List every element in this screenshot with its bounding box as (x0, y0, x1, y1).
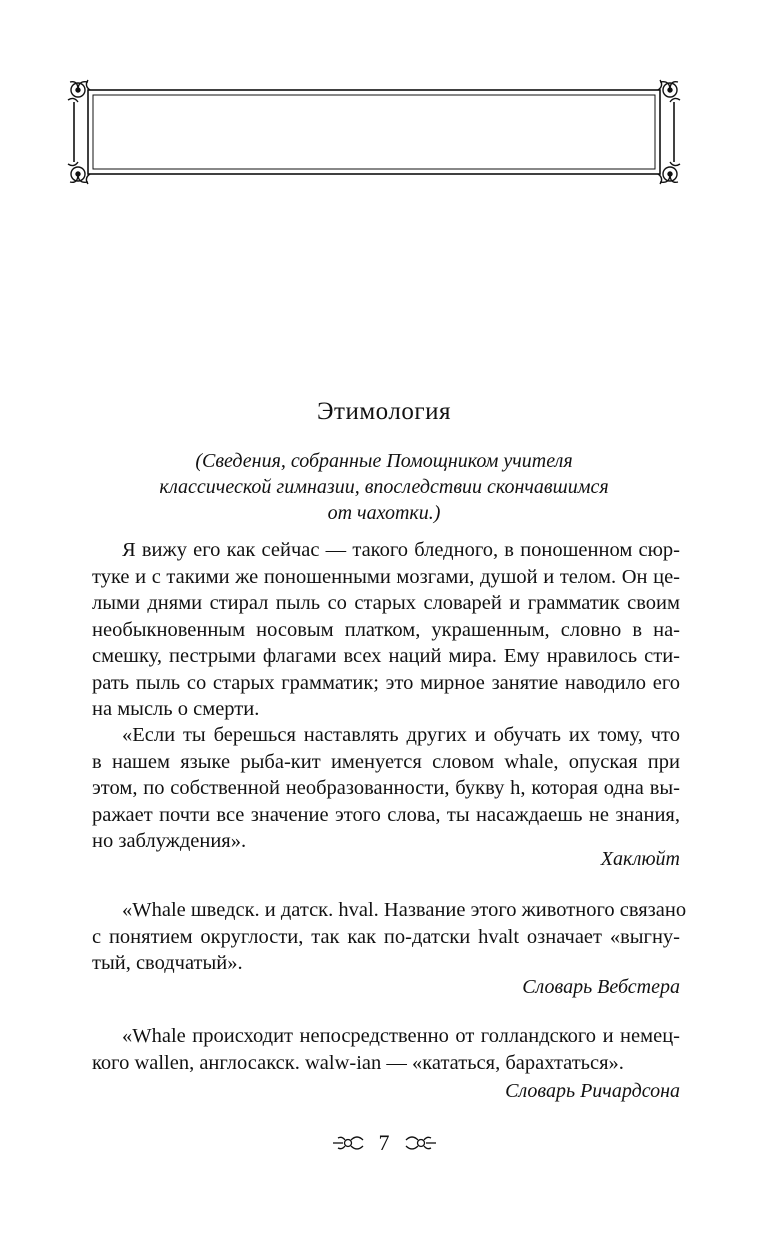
corner-ornament-bottom-left (68, 162, 90, 184)
text-line: ражает почти все значение этого слова, ты насаждаешь не знания, (92, 803, 680, 826)
text-line: «Если ты берешься наставлять других и обучать их тому, что (122, 724, 680, 746)
page-number: 7 (378, 1130, 390, 1155)
text-line: необыкновенным носовым платком, украшенным, словно в на- (92, 618, 680, 641)
decorative-header-frame (66, 78, 682, 186)
chapter-subtitle (110, 448, 658, 526)
quote-richardson (92, 1023, 680, 1076)
right-flourish-icon (404, 1134, 438, 1152)
subtitle-line: от чахотки.) (327, 502, 441, 524)
text-line: но заблуждения». (92, 830, 247, 852)
quote-source-richardson: Словарь Ричардсона (505, 1080, 680, 1102)
corner-ornament-bottom-right (658, 162, 680, 184)
chapter-title: Этимология (317, 398, 451, 425)
left-flourish-icon (331, 1134, 365, 1152)
quote-hakluyt (92, 722, 680, 855)
subtitle-line: (Сведения, собранные Помощником учителя (195, 450, 573, 472)
corner-ornament-top-right (658, 80, 680, 102)
text-line: смешку, пестрыми флагами всех наций мира. Ему нравилось сти- (92, 645, 680, 667)
text-line: «Whale происходит непосредственно от голландского и немец- (122, 1025, 680, 1047)
text-line: «Whale шведск. и датск. hval. Название этого животного связано (122, 899, 687, 921)
subtitle-line: классической гимназии, впоследствии скончавшимся (159, 476, 609, 498)
text-line: этом, по собственной необразованности, букву h, которая одна вы- (92, 777, 680, 799)
text-line: Я вижу его как сейчас — такого бледного, в поношенном сюр- (122, 539, 680, 561)
quote-source-webster: Словарь Вебстера (522, 976, 680, 998)
intro-paragraph (92, 537, 680, 723)
corner-ornament-top-left (68, 80, 90, 102)
text-line: тый, сводчатый». (92, 952, 243, 974)
page-footer (0, 1128, 768, 1158)
quote-webster (92, 897, 687, 977)
text-line: туке и с такими же поношенными мозгами, душой и телом. Он це- (92, 565, 680, 588)
quote-source-hakluyt: Хаклюйт (600, 848, 680, 870)
text-line: на мысль о смерти. (92, 698, 260, 720)
text-line: кого wallen, англосакск. walw-ian — «кататься, барахтаться». (92, 1051, 624, 1074)
text-line: лыми днями стирал пыль со старых словарей и грамматик своим (92, 592, 680, 614)
text-line: с понятием округлости, так как по-датски hvalt означает «выгну- (92, 925, 680, 948)
text-line: в нашем языке рыба-кит именуется словом whale, опуская при (92, 750, 680, 773)
text-line: рать пыль со старых грамматик; это мирное занятие наводило его (92, 671, 680, 694)
